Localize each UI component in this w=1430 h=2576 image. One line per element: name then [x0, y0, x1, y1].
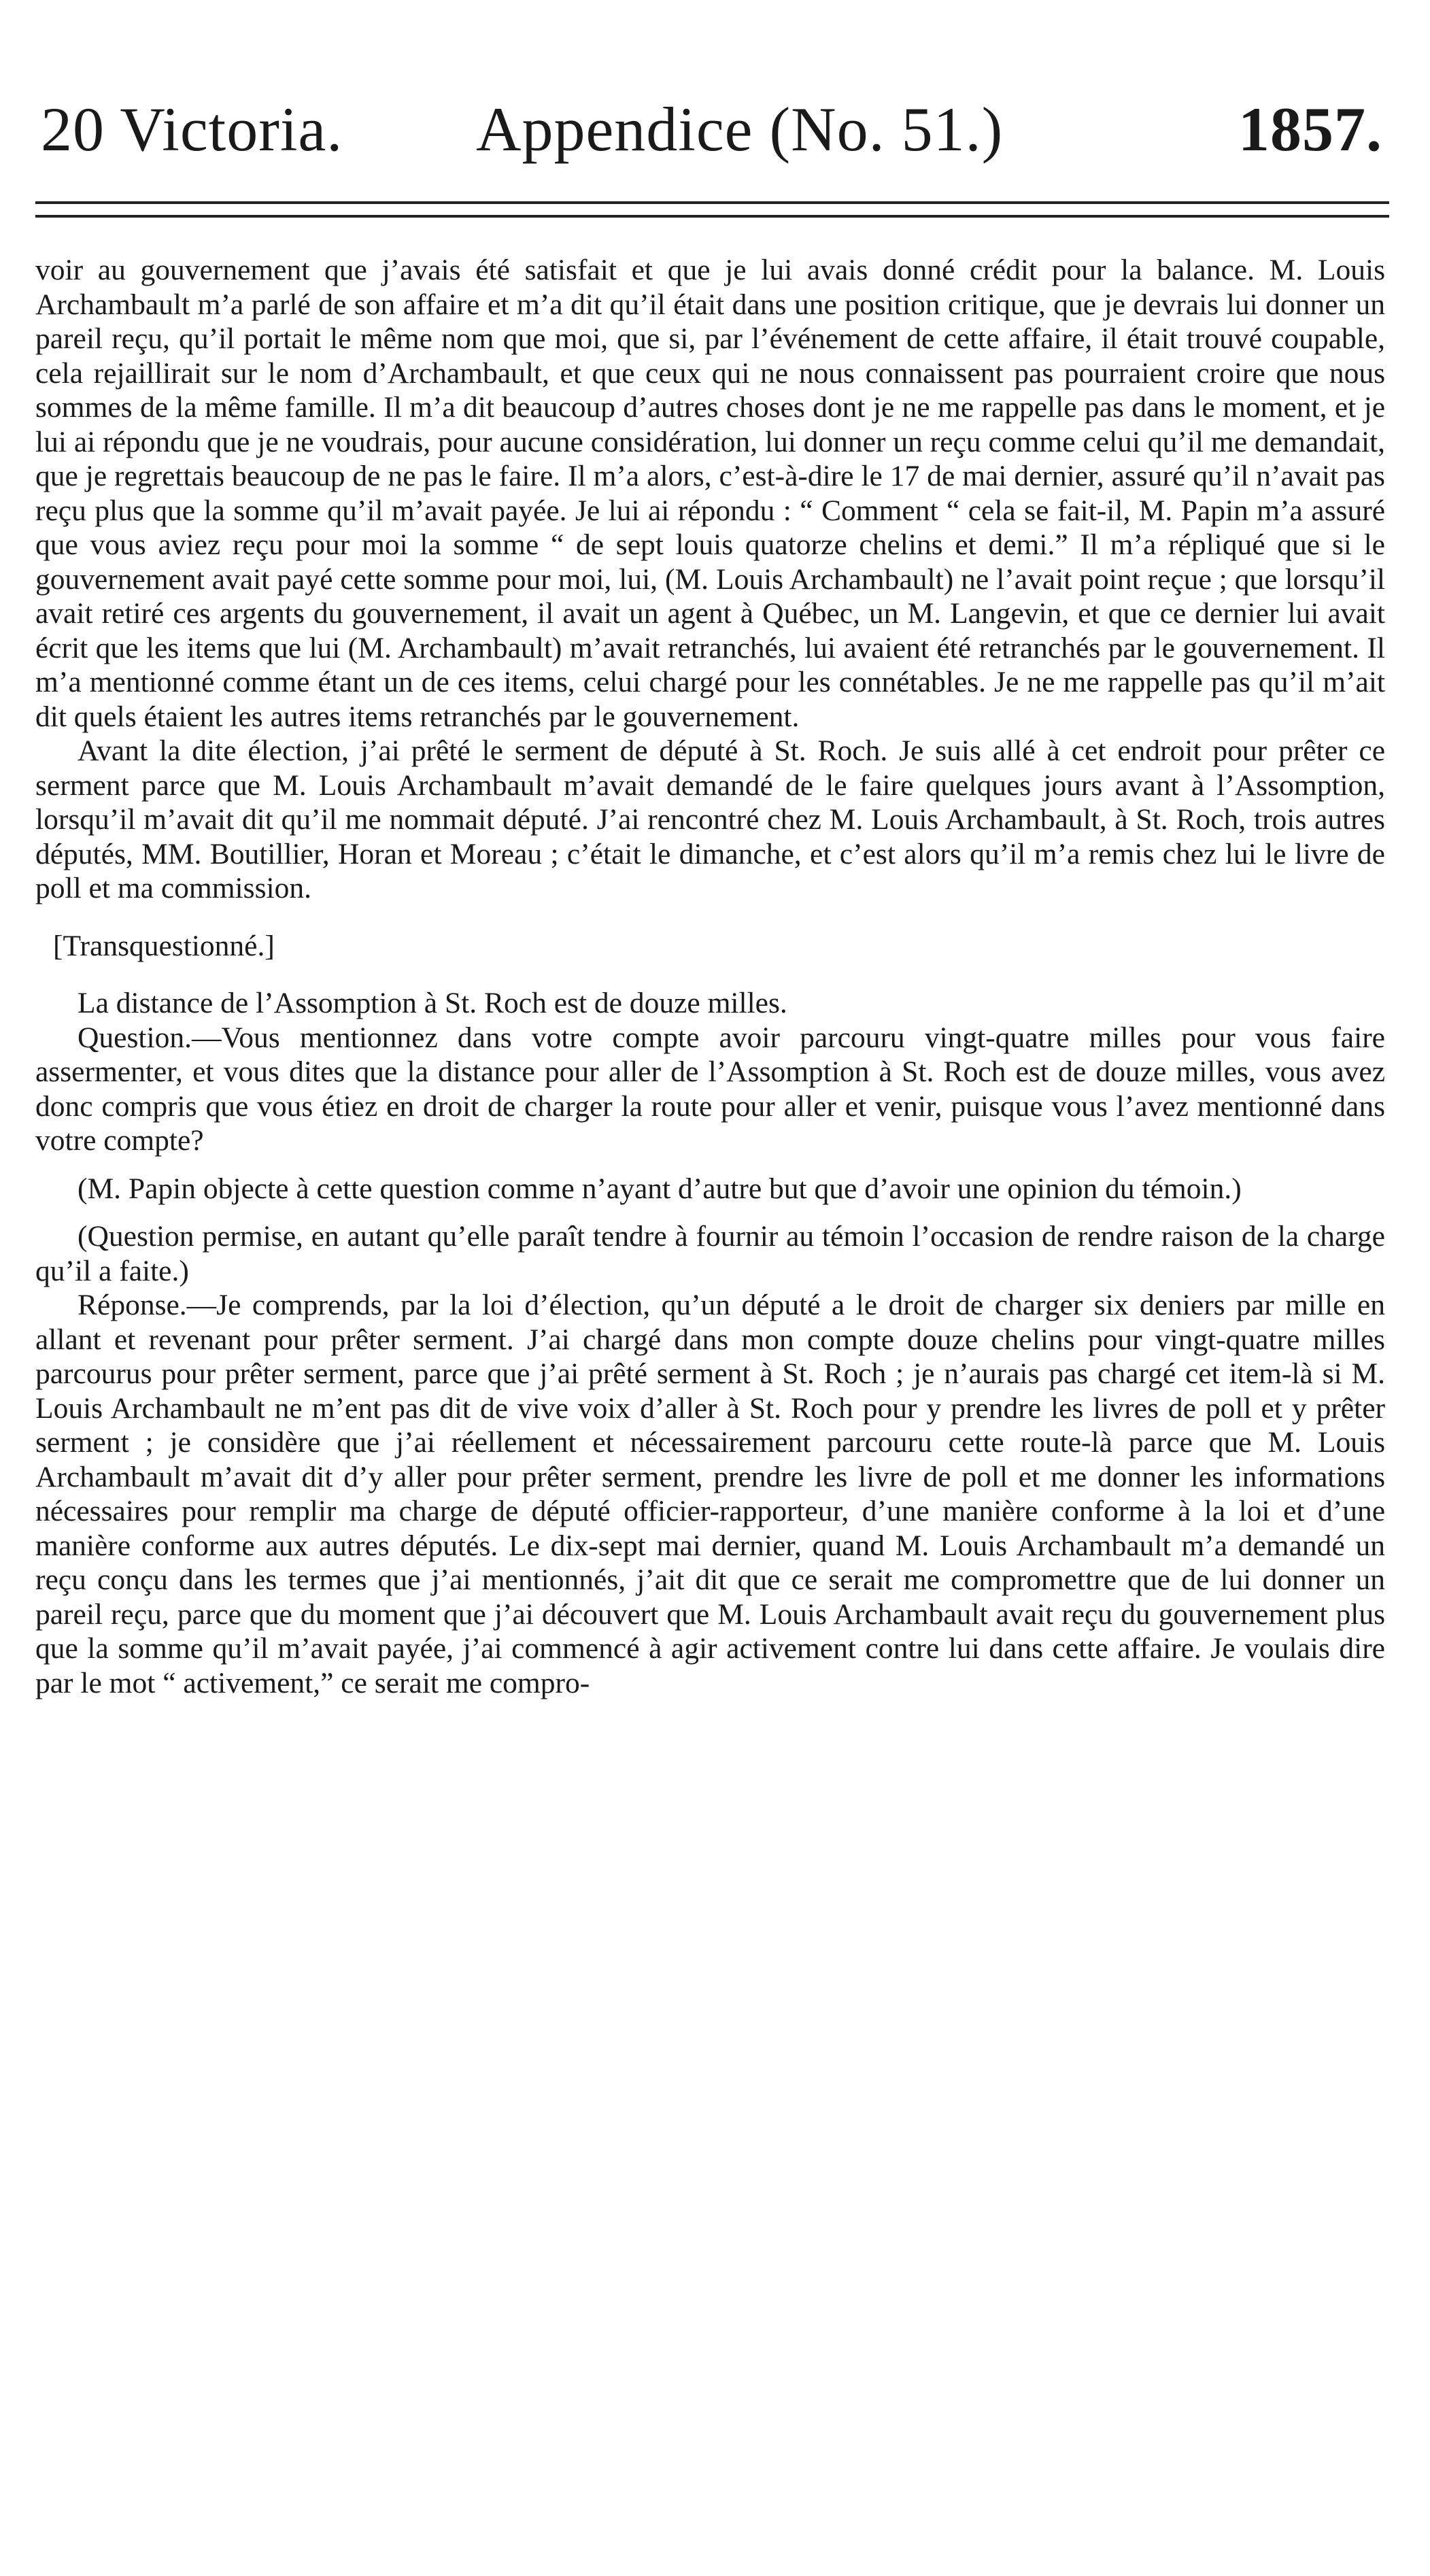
page-header: [41, 82, 1382, 177]
paragraph-continuation: voir au gouvernement que j’avais été satisfait et que je lui avais donné crédit pour la balance. M. Louis Archambault m’a parlé de son affaire et m’a dit qu’il était dans une position critique, que je devrais lui donner un pareil reçu, qu’il portait le même nom que moi, que si, par l’événement de cette affaire, il était trouvé coupable, cela rejaillirait sur le nom d’Archambault, et que ceux qui ne nous connaissent pas pourraient croire que nous sommes de la même famille. Il m’a dit beaucoup d’autres choses dont je ne me rappelle pas dans le moment, et je lui ai répondu que je ne voudrais, pour aucune considération, lui donner un reçu comme celui qu’il me demandait, que je regrettais beaucoup de ne pas le faire. Il m’a alors, c’est-à-dire le 17 de mai dernier, assuré qu’il n’avait pas reçu plus que la somme qu’il m’avait payée. Je lui ai répondu : “ Comment “ cela se fait-il, M. Papin m’a assuré que vous aviez reçu pour moi la somme “ de sept louis quatorze chelins et demi.” Il m’a répliqué que si le gouvernement avait payé cette somme pour moi, lui, (M. Louis Archambault) ne l’avait point reçue ; que lorsqu’il avait retiré ces argents du gouvernement, il avait un agent à Québec, un M. Langevin, et que ce dernier lui avait écrit que les items que lui (M. Archambault) m’avait retranchés, lui avaient été retranchés par le gouvernement. Il m’a mentionné comme étant un de ces items, celui chargé pour les connétables. Je ne me rappelle pas qu’il m’ait dit quels étaient les autres items retranchés par le gouvernement.: [35, 254, 1385, 733]
document-body: [35, 253, 1385, 1700]
paragraph-deputy-oath: Avant la dite élection, j’ai prêté le serment de député à St. Roch. Je suis allé à cet endroit pour prêter ce serment parce que M. Louis Archambault m’avait demandé de le faire quelques jours avant à l’Assomption, lorsqu’il m’avait dit qu’il me nommait député. J’ai rencontré chez M. Louis Archambault, à St. Roch, trois autres députés, MM. Boutillier, Horan et Moreau ; c’était le dimanche, et c’est alors qu’il m’a remis chez lui le livre de poll et ma commission.: [35, 734, 1385, 904]
header-appendix: Appendice (No. 51.): [476, 95, 1004, 164]
paragraph-objection: (M. Papin objecte à cette question comme n’ayant d’autre but que d’avoir une opinion du témoin.): [78, 1172, 1242, 1205]
header-rule-top: [35, 201, 1389, 204]
paragraph-question-permitted: (Question permise, en autant qu’elle paraît tendre à fournir au témoin l’occasion de rendre raison de la charge qu’il a faite.): [35, 1220, 1385, 1287]
paragraph-cross-examined: [Transquestionné.]: [53, 929, 275, 962]
header-year: 1857.: [1238, 95, 1382, 164]
header-rule-bottom: [35, 215, 1389, 218]
paragraph-distance: La distance de l’Assomption à St. Roch est de douze milles.: [78, 987, 787, 1019]
paragraph-answer: Réponse.—Je comprends, par la loi d’élection, qu’un député a le droit de charger six deniers par mille en allant et revenant pour prêter serment. J’ai chargé dans mon compte douze chelins pour vingt-quatre milles parcourus pour prêter serment, parce que j’ai prêté serment à St. Roch ; je n’aurais pas chargé cet item-là si M. Louis Archambault ne m’ent pas dit de vive voix d’aller à St. Roch pour y prendre les livres de poll et y prêter serment ; je considère que j’ai réellement et nécessairement parcouru cette route-là parce que M. Louis Archambault m’avait dit d’y aller pour prêter serment, prendre les livre de poll et me donner les informations nécessaires pour remplir ma charge de député officier-rapporteur, d’une manière conforme à la loi et d’une manière conforme aux autres députés. Le dix-sept mai dernier, quand M. Louis Archambault m’a demandé un reçu conçu dans les termes que j’ai mentionnés, j’ait dit que ce serait me compromettre que de lui donner un pareil reçu, parce que du moment que j’ai découvert que M. Louis Archambault avait reçu du gouvernement plus que la somme qu’il m’avait payée, j’ai commencé à agir activement contre lui dans cette affaire. Je voulais dire par le mot “ activement,” ce serait me compro-: [35, 1289, 1385, 1699]
header-session: 20 Victoria.: [41, 95, 343, 164]
paragraph-question: Question.—Vous mentionnez dans votre compte avoir parcouru vingt-quatre milles pour vous faire assermenter, et vous dites que la distance pour aller de l’Assomption à St. Roch est de douze milles, vous avez donc compris que vous étiez en droit de charger la route pour aller et venir, puisque vous l’avez mentionné dans votre compte?: [35, 1021, 1385, 1157]
